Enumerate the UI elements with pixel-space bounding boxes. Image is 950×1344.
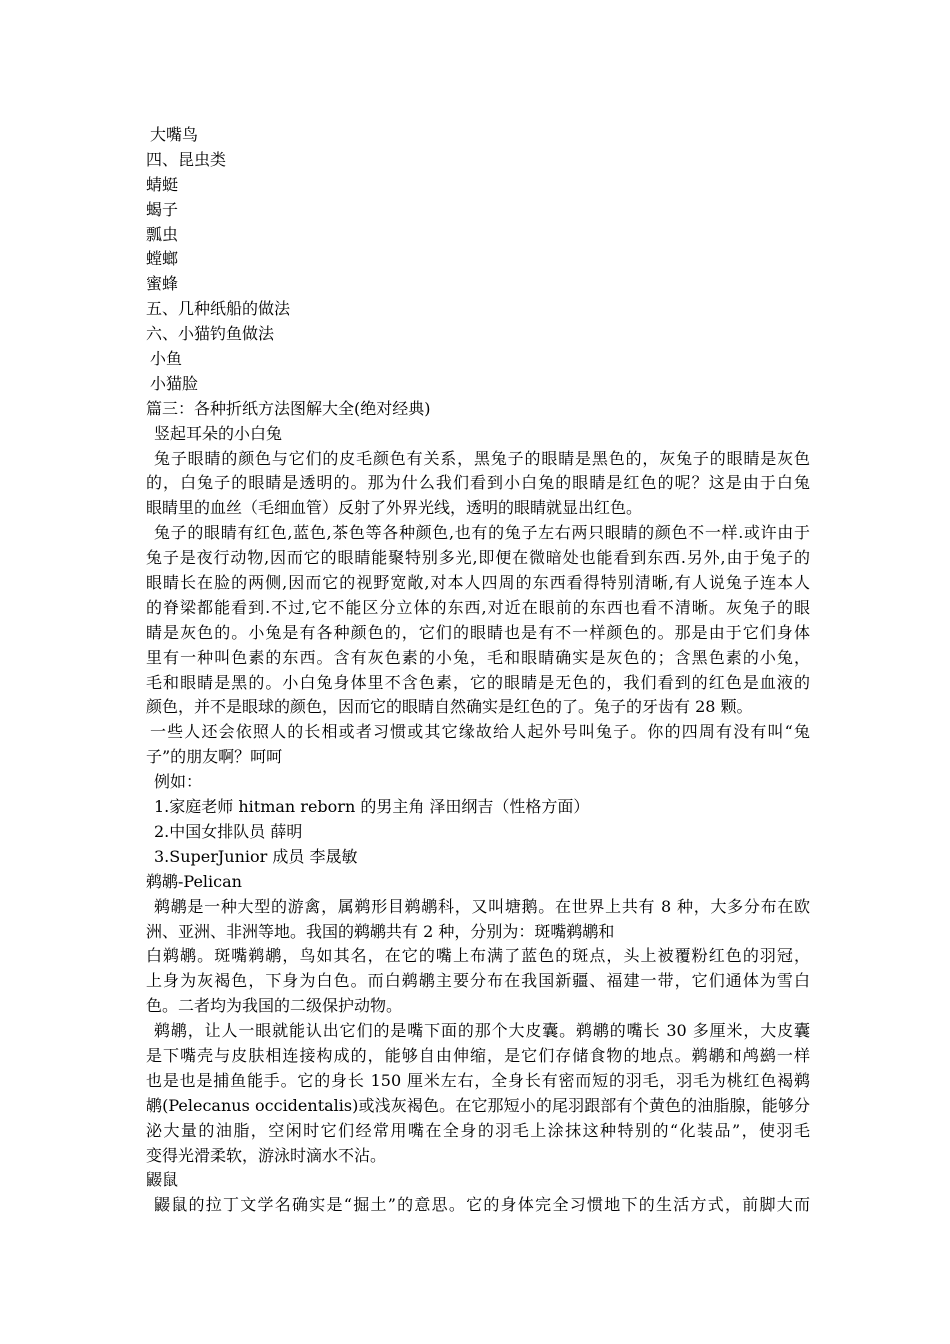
text-line: 3.SuperJunior 成员 李晟敏 xyxy=(154,846,358,866)
text-line: 例如： xyxy=(154,772,203,792)
text-line: 小猫脸 xyxy=(150,373,199,393)
text-line: 六、小猫钓鱼做法 xyxy=(146,324,275,344)
text-line: 也是也是捕鱼能手。它的身长 150 厘米左右，全身长有密而短的羽毛，羽毛为桃红色褐鹈 xyxy=(146,1070,810,1090)
text-line: 毛和眼睛是黑的。小白兔身体里不含色素，它的眼睛是无色的，我们看到的红色是血液的 xyxy=(146,672,810,692)
text-line: 眼睛长在脸的两侧,因而它的视野宽敞,对本人四周的东西看得特别清晰,有人说兔子连本人 xyxy=(146,573,810,593)
text-line: 颜色，并不是眼球的颜色，因而它的眼睛自然确实是红色的了。兔子的牙齿有 28 颗。 xyxy=(146,697,753,717)
text-line: 洲、亚洲、非洲等地。我国的鹈鹕共有 2 种，分别为：斑嘴鹈鹕和 xyxy=(146,921,615,941)
text-line: 是下嘴壳与皮肤相连接构成的，能够自由伸缩，是它们存储食物的地点。鹈鹕和鸬鹚一样 xyxy=(146,1045,810,1065)
text-line: 兔子是夜行动物,因而它的眼睛能聚特别多光,即便在微暗处也能看到东西.另外,由于兔子的 xyxy=(146,548,810,568)
text-line: 一些人还会依照人的长相或者习惯或其它缘故给人起外号叫兔子。你的四周有没有叫“兔 xyxy=(150,722,810,742)
text-line: 兔子眼睛的颜色与它们的皮毛颜色有关系，黑兔子的眼睛是黑色的，灰兔子的眼睛是灰色 xyxy=(154,448,810,468)
text-line: 睛是灰色的。小兔是有各种颜色的，它们的眼睛也是有不一样颜色的。那是由于它们身体 xyxy=(146,622,810,642)
text-line: 上身为灰褐色，下身为白色。而白鹈鹕主要分布在我国新疆、福建一带，它们通体为雪白 xyxy=(146,971,810,991)
text-line: 泌大量的油脂，空闲时它们经常用嘴在全身的羽毛上涂抹这种特别的“化装品”，使羽毛 xyxy=(146,1120,810,1140)
text-line: 眼睛里的血丝（毛细血管）反射了外界光线，透明的眼睛就显出红色。 xyxy=(146,498,643,518)
text-line: 瓢虫 xyxy=(146,224,179,244)
text-line: 螳螂 xyxy=(146,249,179,269)
text-line: 色。二者均为我国的二级保护动物。 xyxy=(146,996,403,1016)
text-line: 蝎子 xyxy=(146,199,179,219)
text-line: 1.家庭老师 hitman reborn 的男主角 泽田纲吉（性格方面） xyxy=(154,797,590,817)
text-line: 白鹈鹕。斑嘴鹈鹕，鸟如其名，在它的嘴上布满了蓝色的斑点，头上被覆粉红色的羽冠， xyxy=(146,946,810,966)
text-line: 鼹鼠的拉丁文学名确实是“掘土”的意思。它的身体完全习惯地下的生活方式，前脚大而 xyxy=(154,1195,810,1215)
text-line: 鹈鹕，让人一眼就能认出它们的是嘴下面的那个大皮囊。鹈鹕的嘴长 30 多厘米，大皮囊 xyxy=(154,1021,810,1041)
text-line: 的脊梁都能看到.不过,它不能区分立体的东西,对近在眼前的东西也看不清晰。灰兔子的眼 xyxy=(146,597,810,617)
text-line: 的，白兔子的眼睛是透明的。那为什么我们看到小白兔的眼睛是红色的呢？这是由于白兔 xyxy=(146,473,810,493)
text-line: 2.中国女排队员 薛明 xyxy=(154,821,303,841)
document-page xyxy=(146,123,810,1218)
text-line: 鹈鹕是一种大型的游禽，属鹈形目鹈鹕科，又叫塘鹅。在世界上共有 8 种，大多分布在欧 xyxy=(154,896,810,916)
text-line: 大嘴鸟 xyxy=(150,125,199,144)
text-line: 四、昆虫类 xyxy=(146,149,227,169)
text-line: 鼹鼠 xyxy=(146,1170,179,1190)
text-line: 篇三：各种折纸方法图解大全(绝对经典) xyxy=(146,398,431,418)
text-line: 竖起耳朵的小白兔 xyxy=(154,423,283,443)
text-line: 里有一种叫色素的东西。含有灰色素的小兔，毛和眼睛确实是灰色的；含黑色素的小兔， xyxy=(146,647,810,667)
text-line: 子”的朋友啊？呵呵 xyxy=(146,747,283,767)
text-line: 兔子的眼睛有红色,蓝色,茶色等各种颜色,也有的兔子左右两只眼睛的颜色不一样.或许由于 xyxy=(154,523,810,543)
text-line: 鹈鹕-Pelican xyxy=(146,871,242,891)
text-line: 蜻蜓 xyxy=(146,174,179,194)
text-line: 蜜蜂 xyxy=(146,274,179,294)
text-line: 小鱼 xyxy=(150,349,183,369)
text-line: 鹕(Pelecanus occidentalis)或浅灰褐色。在它那短小的尾羽跟部有个黄色的油脂腺，能够分 xyxy=(146,1095,810,1115)
text-line: 五、几种纸船的做法 xyxy=(146,299,291,319)
text-line: 变得光滑柔软，游泳时滴水不沾。 xyxy=(146,1145,387,1165)
